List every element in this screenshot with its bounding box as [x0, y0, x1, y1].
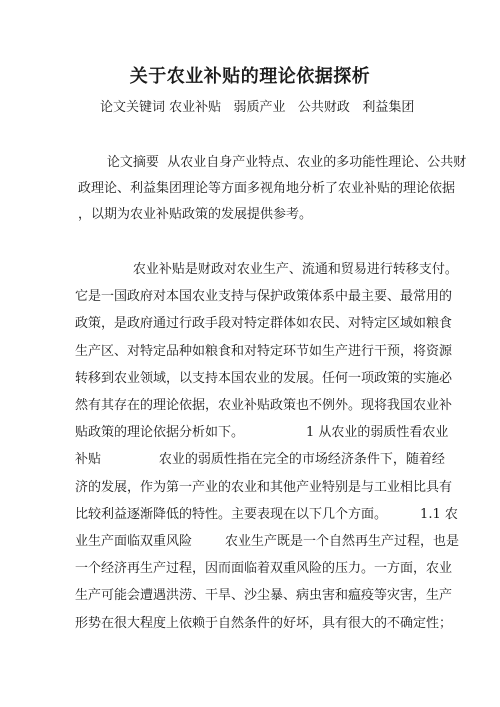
abstract-line: ，以期为农业补贴政策的发展提供参考。: [78, 207, 313, 222]
keywords-line: 论文关键词 农业补贴 弱质产业 公共财政 利益集团: [100, 100, 415, 115]
abstract-line: 论文摘要 从农业自身产业特点、农业的多功能性理论、公共财: [78, 155, 467, 170]
body-line: 生产可能会遭遇洪涝、干旱、沙尘暴、病虫害和瘟疫等灾害，生产: [75, 588, 453, 604]
body-line: 一个经济再生产过程，因而面临着双重风险的压力。一方面，农业: [75, 561, 453, 577]
body-line: 它是一国政府对本国农业支持与保护政策体系中最主要、最常用的: [75, 289, 453, 305]
body-line: 比较利益逐渐降低的特性。主要表现在以下几个方面。 1.1 农: [75, 506, 458, 522]
body-line: 济的发展，作为第一产业的农业和其他产业特别是与工业相比具有: [75, 479, 453, 495]
body-section: [75, 256, 460, 637]
body-line: 政策，是政府通过行政手段对特定群体如农民、对特定区域如粮食: [75, 316, 453, 332]
body-line: 业生产面临双重风险 农业生产既是一个自然再生产过程，也是: [75, 534, 460, 550]
body-line: 形势在很大程度上依赖于自然条件的好坏，具有很大的不确定性；: [75, 615, 453, 631]
body-line: 生产区、对特定品种如粮食和对特定环节如生产进行干预，将资源: [75, 343, 453, 359]
body-line: 农业补贴是财政对农业生产、流通和贸易进行转移支付。: [75, 262, 458, 277]
body-line: 补贴 农业的弱质性指在完全的市场经济条件下，随着经: [75, 452, 445, 468]
abstract-section: [78, 150, 467, 228]
document-title: 关于农业补贴的理论依据探析: [129, 66, 371, 87]
body-line: 然有其存在的理论依据，农业补贴政策也不例外。现将我国农业补: [75, 398, 453, 414]
abstract-line: 政理论、利益集团理论等方面多视角地分析了农业补贴的理论依据: [78, 181, 456, 196]
body-line: 贴政策的理论依据分析如下。 1 从农业的弱质性看农业: [75, 425, 449, 441]
body-line: 转移到农业领域，以支持本国农业的发展。任何一项政策的实施必: [75, 370, 453, 386]
